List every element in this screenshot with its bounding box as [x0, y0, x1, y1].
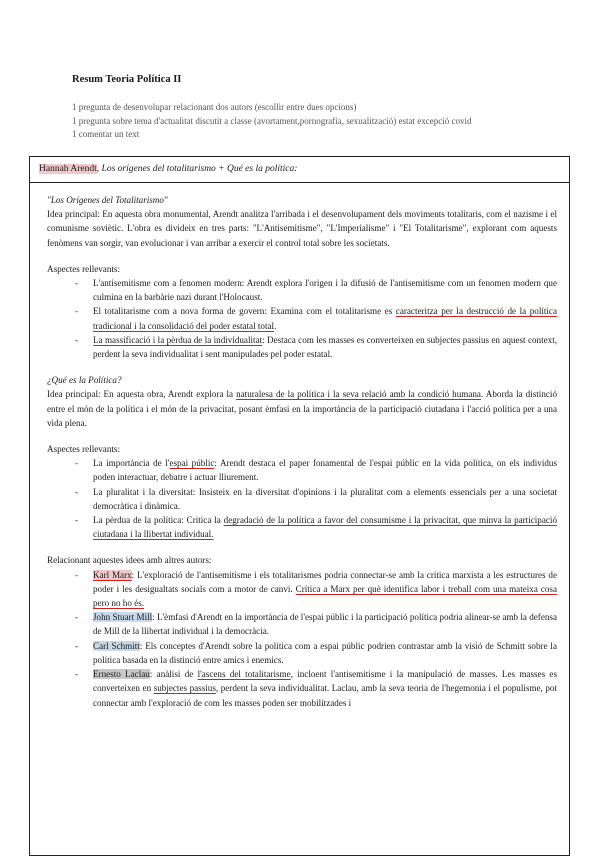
list-item: [47, 610, 557, 638]
list-item: [47, 568, 557, 611]
related-authors-list: [47, 568, 557, 710]
aspects-list: [47, 456, 557, 541]
list-item: [47, 333, 557, 361]
section-title: ¿Qué es la Política?: [47, 375, 122, 386]
main-idea: [47, 387, 557, 430]
underlined-text: degradació de la política a favor del consumisme i la privacitat, que minva la participació ciutadana i la llibertat individual.: [93, 515, 557, 540]
main-idea: Idea principal: En aquesta obra monumental, Arendt analitza l'arribada i el desenvolupament dels moviments totalitaris, com el nazisme i el comunisme soviètic. L'obra es divideix en tres parts: "L'Antisemitisme", "L'Imperialisme" i "El Totalitarisme", explorant com aquests fenòmens van sorgir, van evolucionar i van arribar a exercir el control total sobre les societats.: [47, 209, 557, 248]
underlined-text: l'ascens del totalitarisme: [197, 669, 291, 680]
aspects-list: [47, 276, 557, 361]
works-title: Los orígenes del totalitarismo + Qué es la política:: [101, 164, 298, 174]
instruction-line: 1 comentar un text: [72, 129, 140, 139]
author-mill: John Stuart Mill: [93, 612, 153, 623]
list-item-text: La pèrdua de la política: Critica la: [93, 515, 224, 526]
underlined-text: La massificació i la pèrdua de la individualitat: [93, 334, 263, 345]
list-item-text: : anàlisi de: [149, 669, 198, 680]
list-item-text: : L'exploració de l'antisemitisme i els totalitarismes podria connectar-se amb la crítica marxista a les estructures de poder i les desigualtats socials com a motor de canvi.: [93, 569, 557, 594]
list-item: [47, 276, 557, 304]
list-item-text: , incloent l'antisemitisme i la manipulació de masses. Les masses es converteixen en: [93, 669, 557, 694]
list-item: [47, 513, 557, 541]
exam-instructions: [72, 101, 471, 142]
list-item-text: La pluralitat i la diversitat: Insisteix en la diversitat d'opinions i la pluralitat com a elements essencials per a una societat democràtica i dinàmica.: [93, 486, 557, 511]
list-item-text: : Els conceptes d'Arendt sobre la política com a espai públic podrien contrastar amb la visió de Schmitt sobre la política basada en la distinció entre amics i enemics.: [93, 640, 557, 665]
list-item-text: El totalitarisme com a nova forma de govern: Examina com el totalitarisme es: [93, 306, 396, 317]
related-authors-label: Relacionant aquestes idees amb altres autors:: [47, 555, 212, 566]
arendt-summary-box: [29, 156, 570, 856]
underlined-text: subjectes passius: [153, 683, 216, 694]
author-marx: Karl Marx: [93, 569, 132, 580]
list-item: [47, 485, 557, 513]
paragraph-text: Idea principal: En aquesta obra, Arendt explora la: [47, 389, 237, 400]
list-item-text: : Destaca com les masses es converteixen en subjectes passius en aquest context, perdent la seva individualitat i sent manipulades pel poder estatal.: [93, 334, 557, 360]
list-item-text: L'antisemitisme com a fenomen modern: Arendt explora l'origen i la difusió de l'antisemitisme com un fenomen modern que culmina en la barbàrie nazi durant l'Holocaust.: [93, 278, 557, 303]
paragraph-text: . Aborda la distinció entre el món de la política i el món de la privacitat, posant èmfasi en la importància de la participació ciutadana i l'acció política per a una vida plena.: [47, 389, 557, 428]
header-separator: ,: [96, 164, 102, 174]
author-name: Hannah Arendt: [39, 164, 97, 174]
underlined-text: Crítica a Marx per què identifica labor i treball com una mateixa cosa pero no ho és.: [93, 583, 557, 609]
author-schmitt: Carl Schmitt: [93, 640, 140, 651]
list-item: [47, 639, 557, 667]
document-title: Resum Teoria Política II: [72, 74, 182, 85]
underlined-text: espai públic: [169, 458, 215, 469]
list-item: [47, 456, 557, 484]
aspects-label: Aspectes rellevants:: [47, 444, 120, 455]
instruction-line: 1 pregunta sobre tema d'actualitat discutit a classe (avortament,pornografia, sexualització) estat excepció covid: [72, 115, 472, 126]
list-item: [47, 304, 557, 332]
underlined-text: naturalesa de la política i la seva relació amb la condició humana: [236, 389, 481, 400]
list-item-text: : Arendt destaca el paper fonamental de l'espai públic en la vida política, on els individus poden interactuar, debatre i actuar lliurement.: [93, 458, 557, 483]
box-body: [30, 183, 569, 710]
list-item: [47, 667, 557, 710]
section-title: "Los Orígenes del Totalitarismo": [47, 195, 168, 205]
underlined-text: caracteritza per la destrucció de la política tradicional i la consolidació del poder estatal total: [93, 306, 557, 331]
list-item-text: .: [274, 320, 277, 331]
instruction-line: 1 pregunta de desenvolupar relacionant dos autors (escollir entre dues opcions): [72, 102, 357, 112]
list-item-text: La importància de l': [93, 458, 170, 469]
box-header: [30, 157, 569, 183]
list-item-text: , perdent la seva individualitat. Laclau, amb la seva teoria de l'hegemonia i el populisme, pot connectar amb l'exploració de com les masses poden ser mobilitzades i: [93, 683, 557, 708]
list-item-text: : L'èmfasi d'Arendt en la importància de l'espai públic i la participació política podria alinear-se amb la defensa de Mill de la llibertat individual i la democràcia.: [93, 612, 557, 637]
aspects-label: Aspectes rellevants:: [47, 263, 120, 274]
author-laclau: Ernesto Laclau: [93, 669, 150, 680]
